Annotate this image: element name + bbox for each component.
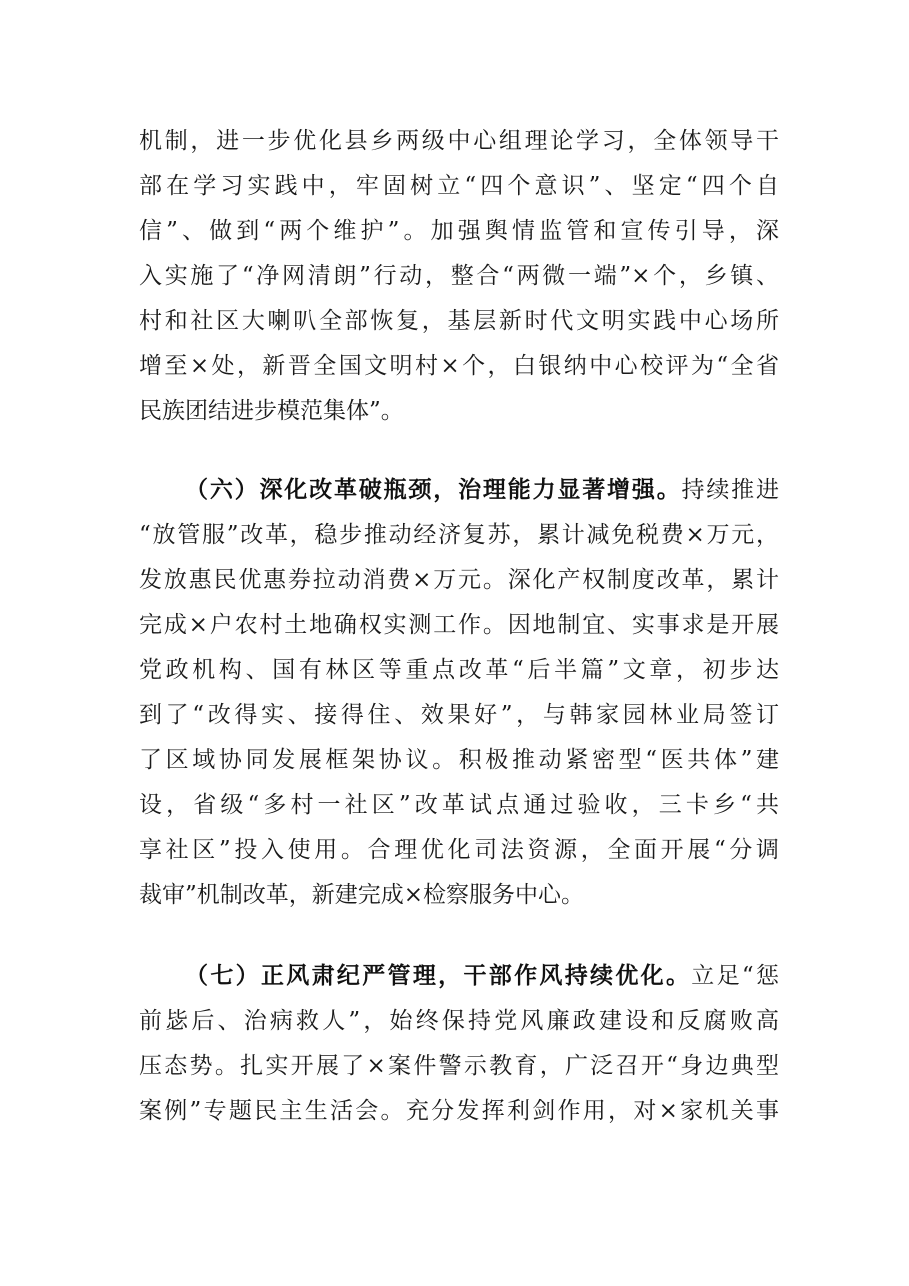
- paragraph-2-line-9: 享社区”投入使用。合理优化司法资源，全面开展“分调: [139, 837, 779, 863]
- paragraph-2-line-10: 裁审”机制改革，新建完成×检察服务中心。: [139, 882, 585, 908]
- paragraph-1-line-6: 增至×处，新晋全国文明村×个，白银纳中心校评为“全省: [139, 353, 779, 379]
- paragraph-3-first-line-rest: 立足“惩: [691, 963, 779, 989]
- paragraph-2-line-8: 设，省级“多村一社区”改革试点通过验收，三卡乡“共: [139, 792, 779, 818]
- paragraph-2-line-6: 到了“改得实、接得住、效果好”，与韩家园林业局签订: [139, 702, 779, 728]
- paragraph-2-line-7: 了区域协同发展框架协议。积极推动紧密型“医共体”建: [139, 747, 779, 773]
- paragraph-3-line-4: 案例”专题民主生活会。充分发挥利剑作用，对×家机关事: [139, 1098, 779, 1124]
- paragraph-2-line-4: 完成×户农村土地确权实测工作。因地制宜、实事求是开展: [139, 612, 779, 638]
- paragraph-2-line-2: “放管服”改革，稳步推动经济复苏，累计减免税费×万元，: [139, 522, 779, 548]
- paragraph-1-line-4: 入实施了“净网清朗”行动，整合“两微一端”×个，乡镇、: [139, 263, 779, 289]
- paragraph-2-first-line: [185, 475, 779, 505]
- paragraph-3-line-2: 前毖后、治病救人”，始终保持党风廉政建设和反腐败高: [139, 1008, 779, 1034]
- paragraph-1-line-2: 部在学习实践中，牢固树立“四个意识”、坚定“四个自: [139, 173, 779, 199]
- paragraph-1-line-1: 机制，进一步优化县乡两级中心组理论学习，全体领导干: [139, 128, 779, 154]
- paragraph-1-line-7: 民族团结进步模范集体”。: [139, 398, 404, 424]
- paragraph-2-first-line-rest: 持续推进: [681, 477, 780, 503]
- section-heading-6: （六）深化改革破瓶颈，治理能力显著增强。: [185, 477, 682, 503]
- paragraph-2-line-5: 党政机构、国有林区等重点改革“后半篇”文章，初步达: [139, 657, 779, 683]
- section-heading-7: （七）正风肃纪严管理，干部作风持续优化。: [185, 963, 692, 989]
- paragraph-1-line-3: 信”、做到“两个维护”。加强舆情监管和宣传引导，深: [139, 218, 779, 244]
- paragraph-1-line-5: 村和社区大喇叭全部恢复，基层新时代文明实践中心场所: [139, 308, 779, 334]
- paragraph-3-line-3: 压态势。扎实开展了×案件警示教育，广泛召开“身边典型: [139, 1053, 779, 1079]
- paragraph-3-first-line: [185, 961, 779, 991]
- paragraph-2-line-3: 发放惠民优惠券拉动消费×万元。深化产权制度改革，累计: [139, 567, 779, 593]
